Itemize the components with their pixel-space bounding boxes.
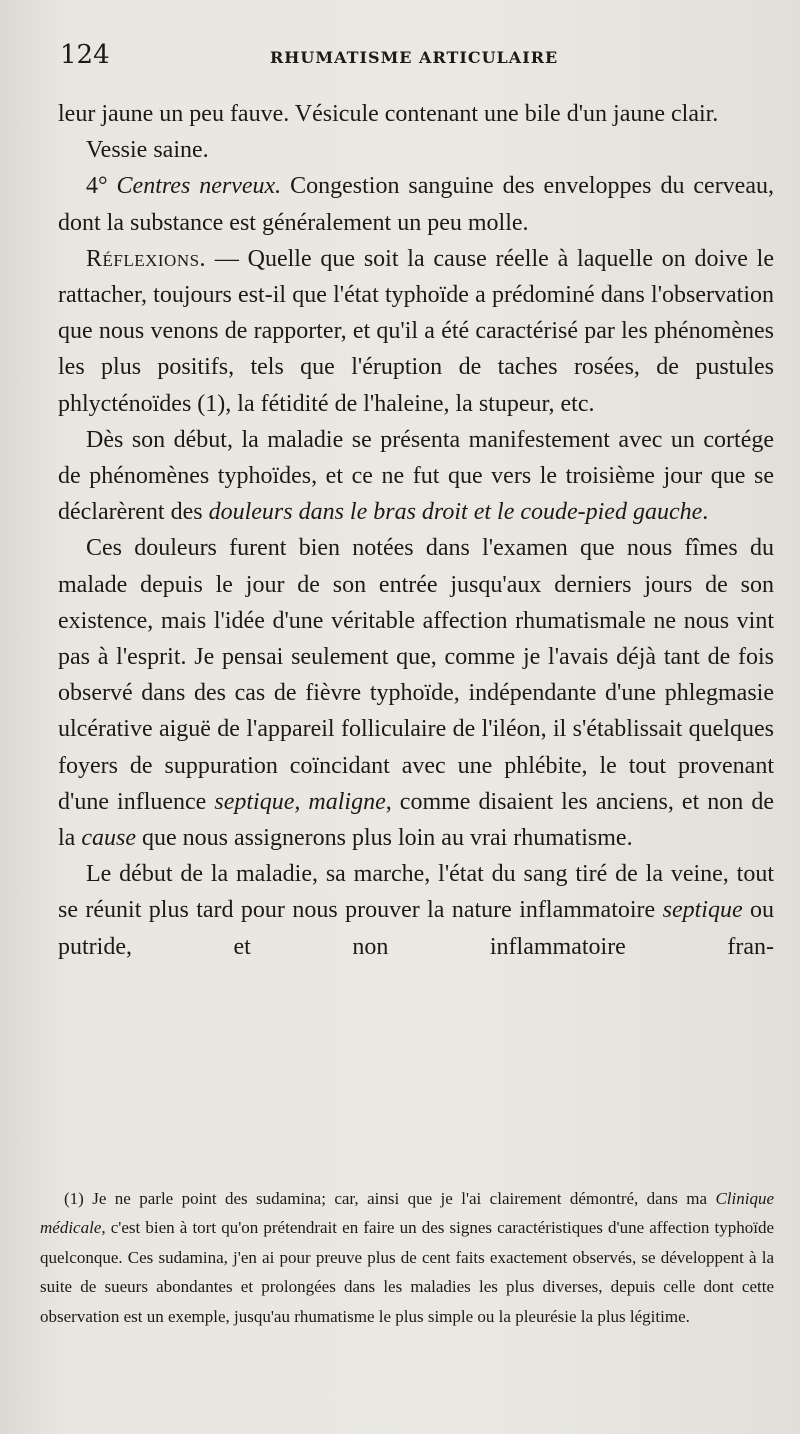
section-heading: Centres nerveux. bbox=[116, 173, 282, 200]
paragraph-debut bbox=[58, 856, 774, 965]
body-text bbox=[58, 96, 774, 965]
onset-italic: douleurs dans le bras droit et le coude-pied gauche bbox=[208, 499, 703, 526]
section-text: Congestion sanguine des enveloppes du cerveau, dont la substance est généralement un peu molle. bbox=[58, 173, 774, 236]
onset-text: Dès son début, la maladie se présenta manifestement avec un cortége de phénomènes typhoïdes, et ce ne fut que vers le troisième jour que se déclarèrent des bbox=[58, 426, 774, 526]
onset-end: . bbox=[702, 499, 709, 526]
footnote-text-b: , c'est bien à tort qu'on prétendrait en faire un des signes caractéristiques d'une affection typhoïde quelconque. Ces sudamina, j'en ai pour preuve plus de cent faits exactement observés, se développent à la suite de sueurs abondantes et prolongées dans les maladies les plus diverses, depuis celle dont cette observation est un exemple, jusqu'au rhumatisme le plus simple ou la pleurésie la plus légitime. bbox=[40, 1218, 774, 1326]
paragraph-nervous-centres bbox=[58, 168, 774, 240]
running-title: RHUMATISME ARTICULAIRE bbox=[270, 48, 559, 67]
page-number: 124 bbox=[60, 40, 110, 70]
pains-text-b: , comme disaient les anciens, et non de la bbox=[58, 788, 774, 852]
pains-text-a: Ces douleurs furent bien notées dans l'examen que nous fîmes du malade depuis le jour de son entrée jusqu'aux derniers jours de son existence, mais l'idée d'une véritable affection rhumatismale ne nous vint pas à l'esprit. Je pensai seulement que, comme je l'avais déjà tant de fois observé dans des cas de fièvre typhoïde, indépendante d'une phlegmasie ulcérative aiguë de l'appareil folliculaire de l'iléon, il s'établissait quelques foyers de suppuration coïncidant avec une phlébite, le tout provenant d'une influence bbox=[58, 535, 774, 815]
reflexions-heading: Réflexions. bbox=[86, 245, 207, 272]
reflexions-text: — Quelle que soit la cause réelle à laquelle on doive le rattacher, toujours est-il que l'état typhoïde a prédominé dans l'observation que nous venons de rapporter, et qu'il a été caractérisé par les phénomènes les plus positifs, tels que l'éruption de taches rosées, de pustules phlycténoïdes (1), la fétidité de l'haleine, la stupeur, etc. bbox=[58, 245, 774, 417]
paragraph-pains bbox=[58, 530, 774, 856]
debut-italic: septique bbox=[662, 897, 743, 924]
pains-italic-septique: septique, maligne bbox=[214, 788, 386, 815]
paragraph-reflexions bbox=[58, 241, 774, 422]
pains-italic-cause: cause bbox=[81, 825, 136, 852]
footnote-1 bbox=[40, 1184, 774, 1331]
section-number: 4° bbox=[86, 173, 117, 200]
paragraph-gallbladder: leur jaune un peu fauve. Vésicule contenant une bile d'un jaune clair. bbox=[58, 101, 719, 127]
paragraph-onset bbox=[58, 422, 774, 531]
pains-text-c: que nous assignerons plus loin au vrai rhumatisme. bbox=[135, 825, 633, 852]
footnote-text-a: (1) Je ne parle point des sudamina; car, ainsi que je l'ai clairement démontré, dans ma bbox=[64, 1189, 716, 1208]
debut-text-a: Le début de la maladie, sa marche, l'état du sang tiré de la veine, tout se réunit plus tard pour nous prouver la nature inflammatoire bbox=[58, 861, 774, 924]
running-head bbox=[60, 40, 760, 76]
debut-text-b: ou putride, et non inflammatoire fran- bbox=[58, 897, 775, 960]
footnote-italic: Clinique médicale bbox=[40, 1189, 774, 1238]
footnotes bbox=[40, 1184, 774, 1331]
paragraph-bladder: Vessie saine. bbox=[86, 137, 209, 164]
